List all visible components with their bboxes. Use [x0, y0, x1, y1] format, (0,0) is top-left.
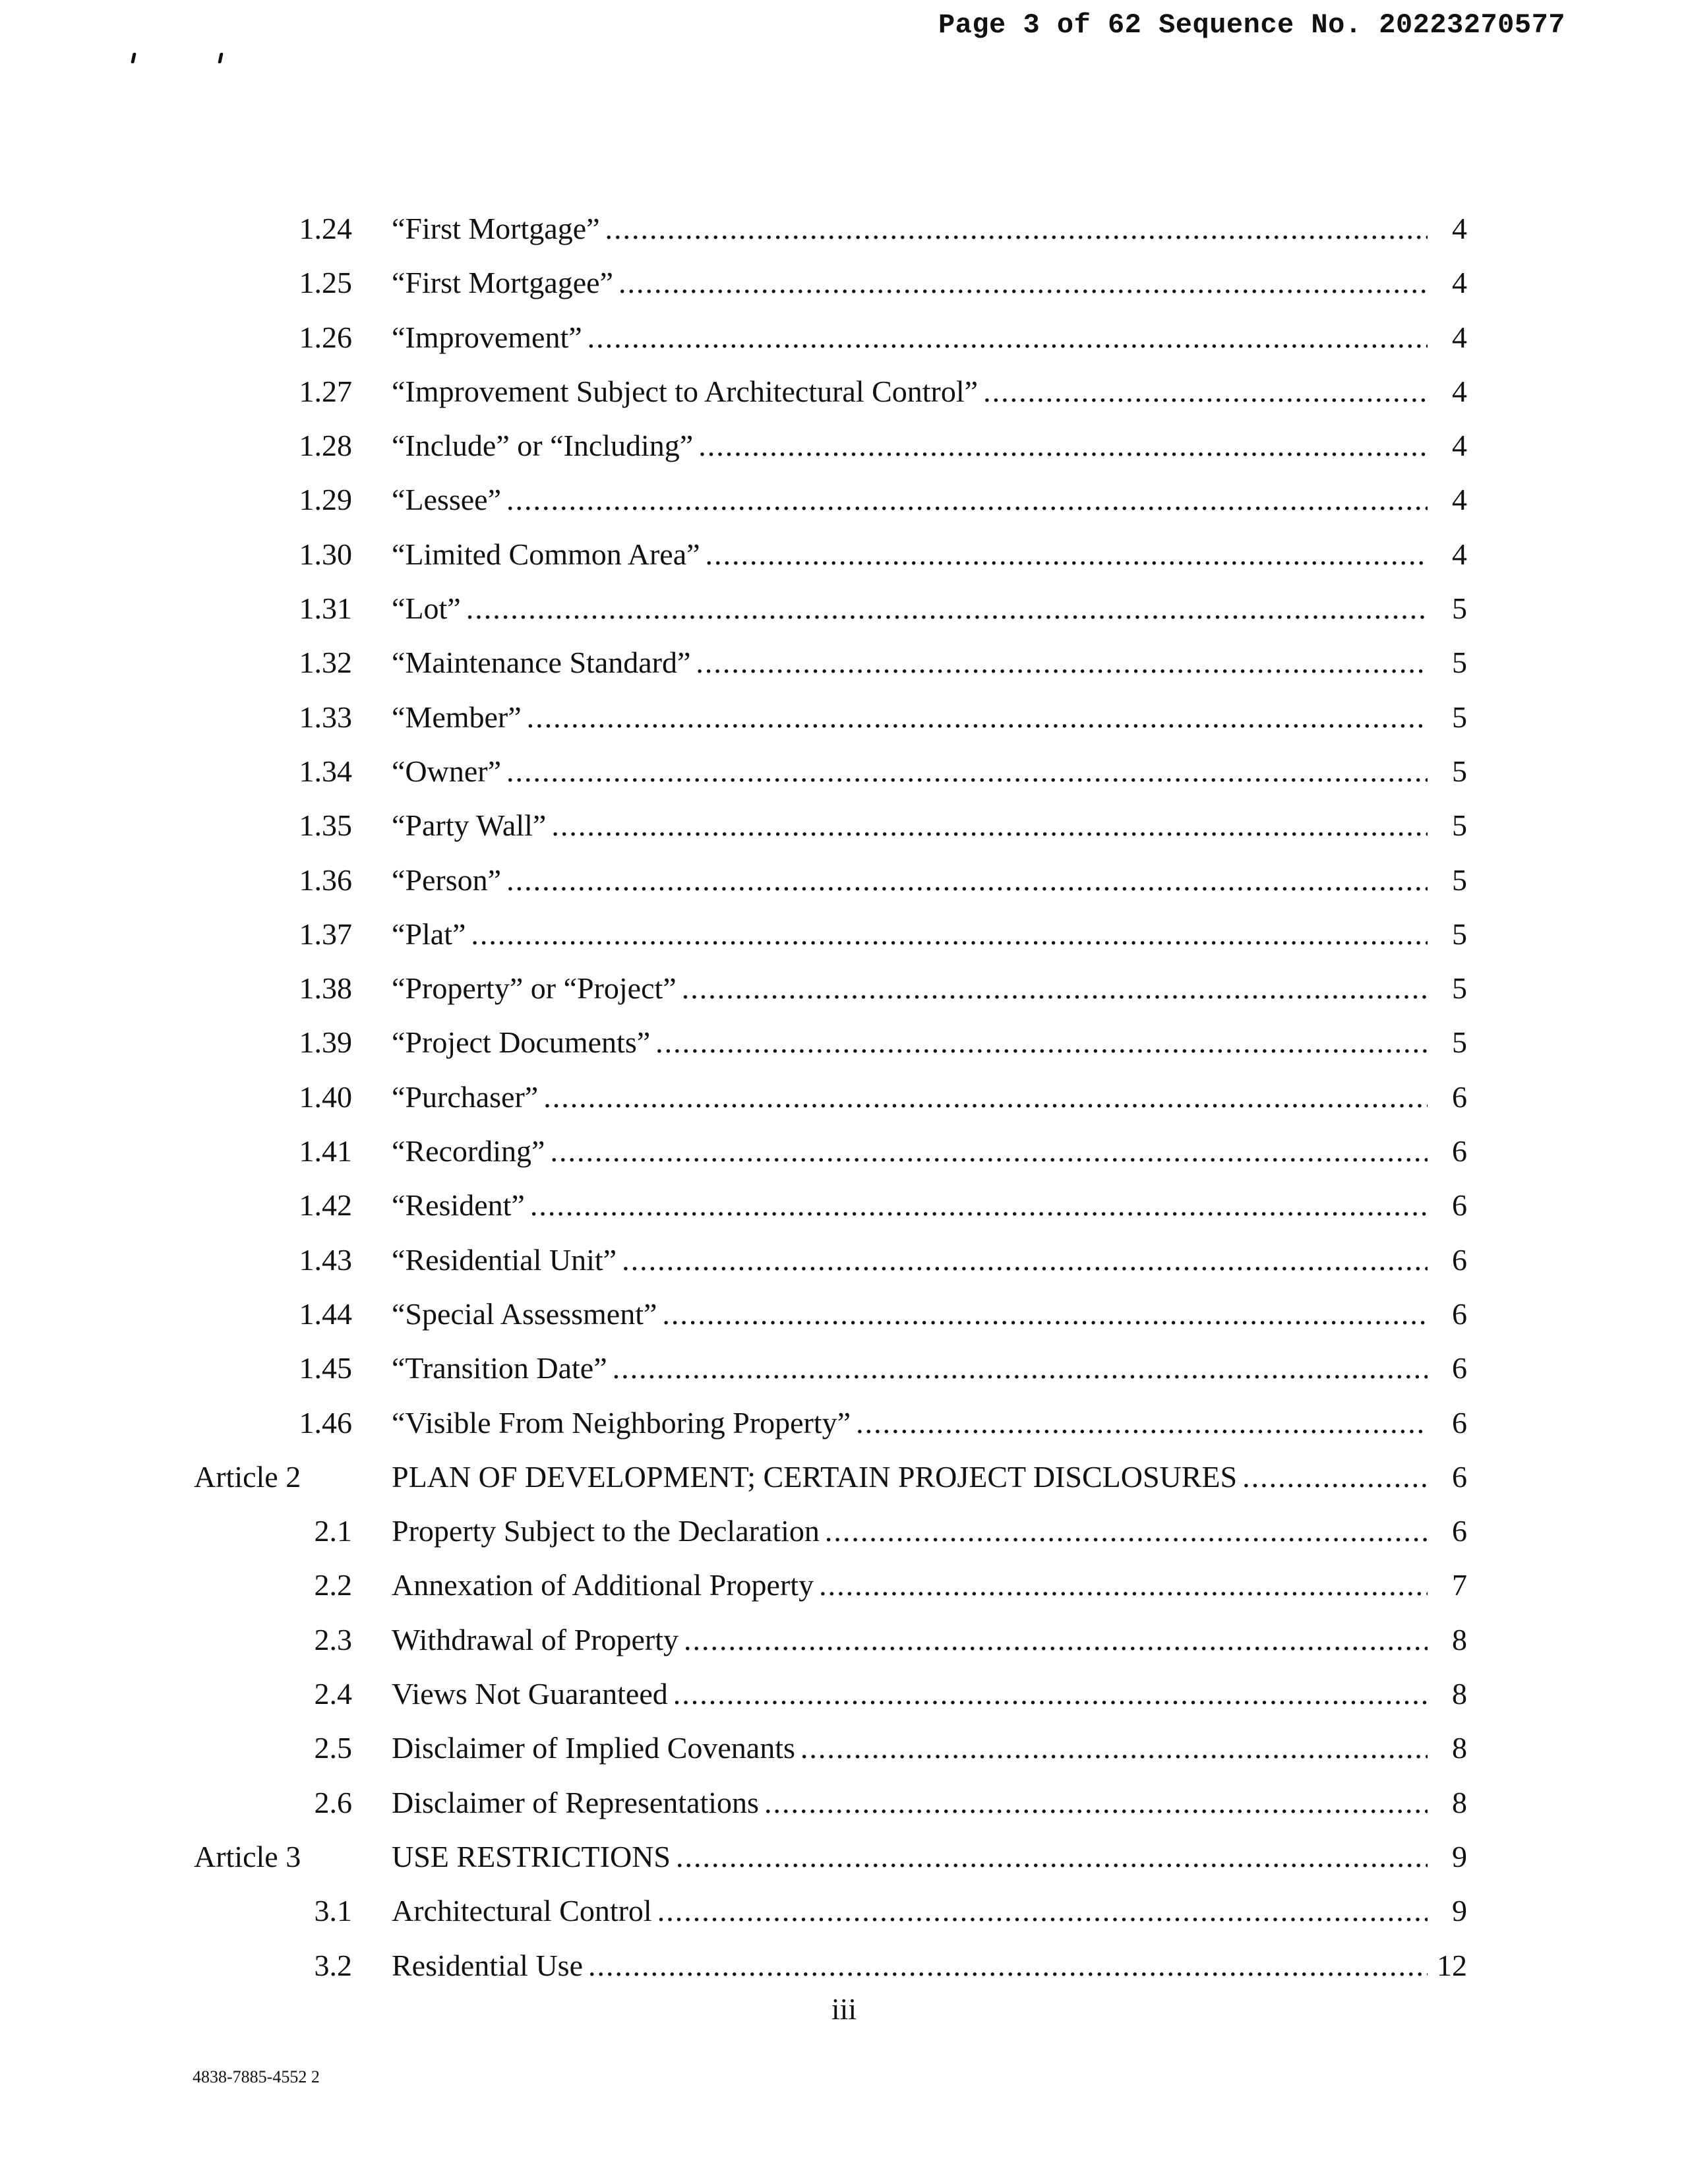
toc-entry-title: USE RESTRICTIONS [392, 1839, 671, 1873]
toc-entry-title: “Member” [392, 700, 522, 734]
toc-entry-line [392, 636, 1467, 690]
toc-entry-page: 5 [1428, 744, 1467, 799]
toc-section-row [0, 744, 1688, 799]
toc-entry-line [392, 1830, 1467, 1884]
dot-leader [706, 528, 1463, 582]
toc-section-row [0, 582, 1688, 636]
toc-section-row [0, 690, 1688, 744]
toc-entry-number: 1.34 [299, 754, 352, 788]
toc-entry-page: 6 [1428, 1124, 1467, 1178]
toc-entry-number: 1.26 [299, 320, 352, 354]
toc-entry-page: 5 [1428, 907, 1467, 961]
dot-leader [657, 1884, 1463, 1938]
toc-section-row [0, 1558, 1688, 1612]
toc-entry-number: 1.33 [299, 700, 352, 734]
toc-entry-number: 1.42 [299, 1188, 352, 1223]
toc-entry-page: 7 [1428, 1558, 1467, 1612]
toc-entry-title: Annexation of Additional Property [392, 1568, 814, 1602]
toc-entry-line [392, 365, 1467, 419]
dot-leader [698, 419, 1463, 473]
dot-leader [622, 1233, 1463, 1287]
toc-section-row [0, 256, 1688, 310]
toc-entry-title: “Maintenance Standard” [392, 646, 691, 680]
toc-entry-page: 8 [1428, 1776, 1467, 1830]
dot-leader [800, 1721, 1463, 1775]
toc-entry-number: 1.31 [299, 592, 352, 626]
toc-entry-line [392, 1070, 1467, 1124]
toc-entry-number: 1.43 [299, 1242, 352, 1277]
dot-leader [506, 744, 1463, 799]
toc-section-row [0, 853, 1688, 907]
toc-entry-number: 2.1 [314, 1514, 352, 1548]
dot-leader [613, 1341, 1463, 1395]
dot-leader [466, 582, 1463, 636]
toc-entry-line [392, 473, 1467, 527]
toc-entry-title: “First Mortgagee” [392, 266, 613, 300]
toc-section-row [0, 1396, 1688, 1450]
toc-entry-line [392, 1341, 1467, 1395]
toc-entry-title: “Improvement Subject to Architectural Control” [392, 374, 979, 408]
toc-entry-line [392, 528, 1467, 582]
toc-entry-title: Disclaimer of Implied Covenants [392, 1731, 795, 1765]
toc-entry-page: 5 [1428, 961, 1467, 1016]
toc-entry-number: Article 2 [194, 1459, 301, 1494]
toc-entry-page: 6 [1428, 1233, 1467, 1287]
toc-entry-number: 1.30 [299, 537, 352, 571]
toc-entry-page: 6 [1428, 1070, 1467, 1124]
toc-section-row [0, 1667, 1688, 1721]
dot-leader [471, 907, 1463, 961]
toc-entry-number: 1.35 [299, 808, 352, 843]
toc-section-row [0, 1178, 1688, 1232]
toc-entry-number: 1.39 [299, 1025, 352, 1060]
toc-entry-page: 5 [1428, 690, 1467, 744]
toc-entry-title: “Resident” [392, 1188, 525, 1223]
dot-leader [506, 473, 1463, 527]
toc-entry-page: 5 [1428, 582, 1467, 636]
toc-entry-page: 6 [1428, 1341, 1467, 1395]
toc-entry-line [392, 202, 1467, 256]
toc-section-row [0, 1884, 1688, 1938]
toc-entry-line [392, 1613, 1467, 1667]
toc-entry-line [392, 1776, 1467, 1830]
toc-entry-title: Views Not Guaranteed [392, 1677, 668, 1711]
toc-section-row [0, 907, 1688, 961]
toc-section-row [0, 961, 1688, 1016]
toc-entry-number: 1.37 [299, 917, 352, 951]
dot-leader [819, 1558, 1463, 1612]
toc-section-row [0, 1504, 1688, 1558]
toc-section-row [0, 473, 1688, 527]
toc-entry-number: 2.5 [314, 1731, 352, 1765]
toc-entry-page: 4 [1428, 365, 1467, 419]
toc-entry-title: “Purchaser” [392, 1079, 539, 1114]
toc-entry-line [392, 1396, 1467, 1450]
toc-section-row [0, 1233, 1688, 1287]
toc-entry-title: “Transition Date” [392, 1351, 607, 1385]
toc-section-row [0, 636, 1688, 690]
toc-entry-page: 6 [1428, 1178, 1467, 1232]
toc-entry-number: 1.28 [299, 429, 352, 463]
toc-entry-title: “Project Documents” [392, 1025, 651, 1060]
toc-entry-title: Architectural Control [392, 1894, 652, 1928]
toc-entry-line [392, 1450, 1467, 1504]
dot-leader [764, 1776, 1463, 1830]
dot-leader [588, 311, 1463, 365]
page-number: iii [831, 1992, 857, 2026]
toc-entry-number: 2.6 [314, 1785, 352, 1819]
toc-entry-page: 6 [1428, 1450, 1467, 1504]
toc-section-row [0, 202, 1688, 256]
toc-entry-page: 5 [1428, 853, 1467, 907]
toc-entry-number: 1.41 [299, 1134, 352, 1168]
toc-entry-line [392, 1939, 1467, 1993]
dot-leader [588, 1939, 1463, 1993]
toc-entry-title: PLAN OF DEVELOPMENT; CERTAIN PROJECT DISCLOSURES [392, 1459, 1238, 1494]
toc-section-row [0, 1776, 1688, 1830]
toc-entry-title: “Special Assessment” [392, 1296, 657, 1331]
toc-entry-line [392, 690, 1467, 744]
dot-leader [684, 1613, 1463, 1667]
toc-entry-number: 2.3 [314, 1622, 352, 1656]
toc-entry-number: 1.40 [299, 1079, 352, 1114]
toc-entry-title: “Limited Common Area” [392, 537, 700, 571]
toc-entry-page: 8 [1428, 1721, 1467, 1775]
toc-entry-line [392, 1558, 1467, 1612]
toc-entry-line [392, 1178, 1467, 1232]
toc-entry-title: “First Mortgage” [392, 212, 600, 245]
toc-entry-page: 4 [1428, 311, 1467, 365]
toc-entry-number: 1.29 [299, 483, 352, 517]
scan-mark [218, 53, 223, 63]
toc-entry-title: “Lot” [392, 592, 461, 626]
document-id: 4838-7885-4552 2 [193, 2067, 320, 2086]
dot-leader [605, 202, 1463, 256]
toc-entry-number: 3.1 [314, 1894, 352, 1928]
dot-leader [527, 690, 1463, 744]
toc-entry-page: 4 [1428, 419, 1467, 473]
toc-entry-line [392, 1504, 1467, 1558]
toc-entry-number: 1.38 [299, 971, 352, 1006]
toc-section-row [0, 1070, 1688, 1124]
dot-leader [530, 1178, 1463, 1232]
toc-entry-number: 3.2 [314, 1948, 352, 1982]
toc-section-row [0, 311, 1688, 365]
toc-entry-title: “Property” or “Project” [392, 971, 677, 1006]
dot-leader [673, 1667, 1463, 1721]
toc-entry-page: 5 [1428, 799, 1467, 853]
toc-entry-line [392, 256, 1467, 310]
dot-leader [825, 1504, 1463, 1558]
toc-section-row [0, 1016, 1688, 1070]
dot-leader [551, 799, 1463, 853]
toc-entry-title: “Party Wall” [392, 808, 547, 843]
toc-section-row [0, 1939, 1688, 1993]
page-sequence-stamp: Page 3 of 62 Sequence No. 20223270577 [938, 9, 1565, 41]
toc-section-row [0, 1721, 1688, 1775]
toc-entry-line [392, 582, 1467, 636]
toc-entry-title: “Include” or “Including” [392, 429, 694, 463]
toc-entry-line [392, 1287, 1467, 1341]
toc-entry-page: 4 [1428, 528, 1467, 582]
toc-section-row [0, 799, 1688, 853]
toc-entry-line [392, 1233, 1467, 1287]
dot-leader [856, 1396, 1463, 1450]
toc-section-row [0, 528, 1688, 582]
toc-entry-page: 12 [1428, 1939, 1467, 1993]
toc-entry-line [392, 744, 1467, 799]
toc-entry-page: 4 [1428, 473, 1467, 527]
toc-entry-title: “Plat” [392, 917, 466, 951]
toc-entry-title: “Improvement” [392, 320, 582, 354]
toc-entry-number: 2.2 [314, 1568, 352, 1602]
toc-entry-number: Article 3 [194, 1839, 301, 1873]
toc-entry-page: 8 [1428, 1613, 1467, 1667]
toc-entry-title: Disclaimer of Representations [392, 1785, 759, 1819]
toc-entry-number: 1.36 [299, 863, 352, 897]
toc-section-row [0, 1613, 1688, 1667]
dot-leader [662, 1287, 1463, 1341]
toc-entry-title: Residential Use [392, 1948, 583, 1982]
toc-entry-line [392, 1016, 1467, 1070]
toc-section-row [0, 365, 1688, 419]
dot-leader [506, 853, 1463, 907]
toc-entry-number: 1.45 [299, 1351, 352, 1385]
toc-entry-line [392, 311, 1467, 365]
toc-entry-line [392, 907, 1467, 961]
toc-entry-page: 4 [1428, 256, 1467, 310]
toc-entry-title: Withdrawal of Property [392, 1622, 679, 1656]
dot-leader [618, 256, 1463, 310]
toc-entry-line [392, 1667, 1467, 1721]
dot-leader [655, 1016, 1463, 1070]
toc-entry-number: 1.46 [299, 1405, 352, 1440]
toc-entry-number: 1.24 [299, 212, 352, 245]
toc-entry-line [392, 419, 1467, 473]
toc-article-row [0, 1830, 1688, 1884]
toc-entry-page: 6 [1428, 1287, 1467, 1341]
dot-leader [676, 1830, 1463, 1884]
toc-entry-title: “Recording” [392, 1134, 545, 1168]
toc-entry-line [392, 1884, 1467, 1938]
toc-entry-title: “Lessee” [392, 483, 501, 517]
toc-section-row [0, 1124, 1688, 1178]
toc-entry-page: 6 [1428, 1504, 1467, 1558]
toc-entry-page: 4 [1428, 202, 1467, 256]
toc-entry-page: 5 [1428, 1016, 1467, 1070]
toc-entry-title: “Visible From Neighboring Property” [392, 1405, 851, 1440]
toc-entry-number: 2.4 [314, 1677, 352, 1711]
toc-entry-title: “Owner” [392, 754, 502, 788]
toc-entry-line [392, 799, 1467, 853]
toc-entry-line [392, 853, 1467, 907]
toc-entry-title: “Residential Unit” [392, 1242, 617, 1277]
toc-entry-title: Property Subject to the Declaration [392, 1514, 820, 1548]
toc-section-row [0, 1341, 1688, 1395]
toc-entry-number: 1.27 [299, 374, 352, 408]
toc-entry-number: 1.32 [299, 646, 352, 680]
toc-entry-line [392, 961, 1467, 1016]
toc-entry-line [392, 1721, 1467, 1775]
toc-entry-page: 5 [1428, 636, 1467, 690]
dot-leader [550, 1124, 1463, 1178]
toc-entry-page: 8 [1428, 1667, 1467, 1721]
toc-entry-number: 1.44 [299, 1296, 352, 1331]
toc-article-row [0, 1450, 1688, 1504]
table-of-contents [0, 202, 1688, 1993]
toc-entry-page: 6 [1428, 1396, 1467, 1450]
toc-entry-title: “Person” [392, 863, 502, 897]
scan-mark [131, 53, 136, 63]
dot-leader [696, 636, 1463, 690]
toc-entry-number: 1.25 [299, 266, 352, 300]
dot-leader [543, 1070, 1463, 1124]
dot-leader [983, 365, 1463, 419]
toc-section-row [0, 1287, 1688, 1341]
dot-leader [682, 961, 1463, 1016]
toc-entry-page: 9 [1428, 1830, 1467, 1884]
toc-entry-page: 9 [1428, 1884, 1467, 1938]
toc-entry-line [392, 1124, 1467, 1178]
toc-section-row [0, 419, 1688, 473]
